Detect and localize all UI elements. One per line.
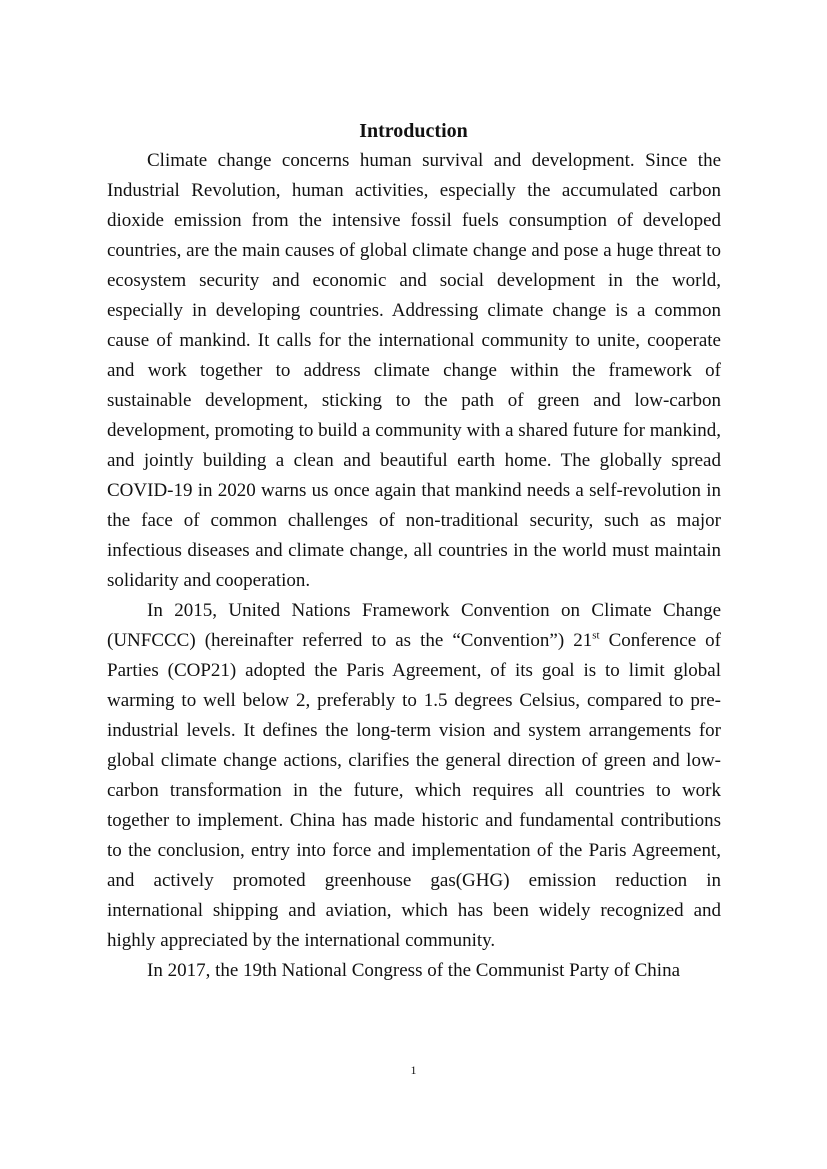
paragraph-2-text-start: In 2015, United Nations Framework Convention on Climate Change (UNFCCC) (hereinafter referred to as the “Convention”) 21 [107,600,721,651]
paragraph-1: Climate change concerns human survival and development. Since the Industrial Revolution, human activities, especially the accumulated carbon dioxide emission from the intensive fossil fuels consumption of developed countries, are the main causes of global climate change and pose a huge threat to ecosystem security and economic and social development in the world, especially in developing countries. Addressing climate change is a common cause of mankind. It calls for the international community to unite, cooperate and work together to address climate change within the framework of sustainable development, sticking to the path of green and low-carbon development, promoting to build a community with a shared future for mankind, and jointly building a clean and beautiful earth home. The globally spread COVID-19 in 2020 warns us once again that mankind needs a self-revolution in the face of common challenges of non-traditional security, such as major infectious diseases and climate change, all countries in the world must maintain solidarity and cooperation. [107,150,721,591]
page-number: 1 [410,1063,417,1077]
ordinal-superscript: st [592,629,600,642]
body-text [107,146,721,1046]
page-title: Introduction [359,120,468,142]
paragraph-2 [107,596,721,956]
paragraph-2-text-end: Conference of Parties (COP21) adopted the Paris Agreement, of its goal is to limit global warming to well below 2, preferably to 1.5 degrees Celsius, compared to pre-industrial levels. It defines the long-term vision and system arrangements for global climate change actions, clarifies the general direction of green and low-carbon transformation in the future, which requires all countries to work together to implement. China has made historic and fundamental contributions to the conclusion, entry into force and implementation of the Paris Agreement, and actively promoted greenhouse gas(GHG) emission reduction in international shipping and aviation, which has been widely recognized and highly appreciated by the international community. [107,630,721,951]
paragraph-3: In 2017, the 19th National Congress of the Communist Party of China [147,960,681,981]
